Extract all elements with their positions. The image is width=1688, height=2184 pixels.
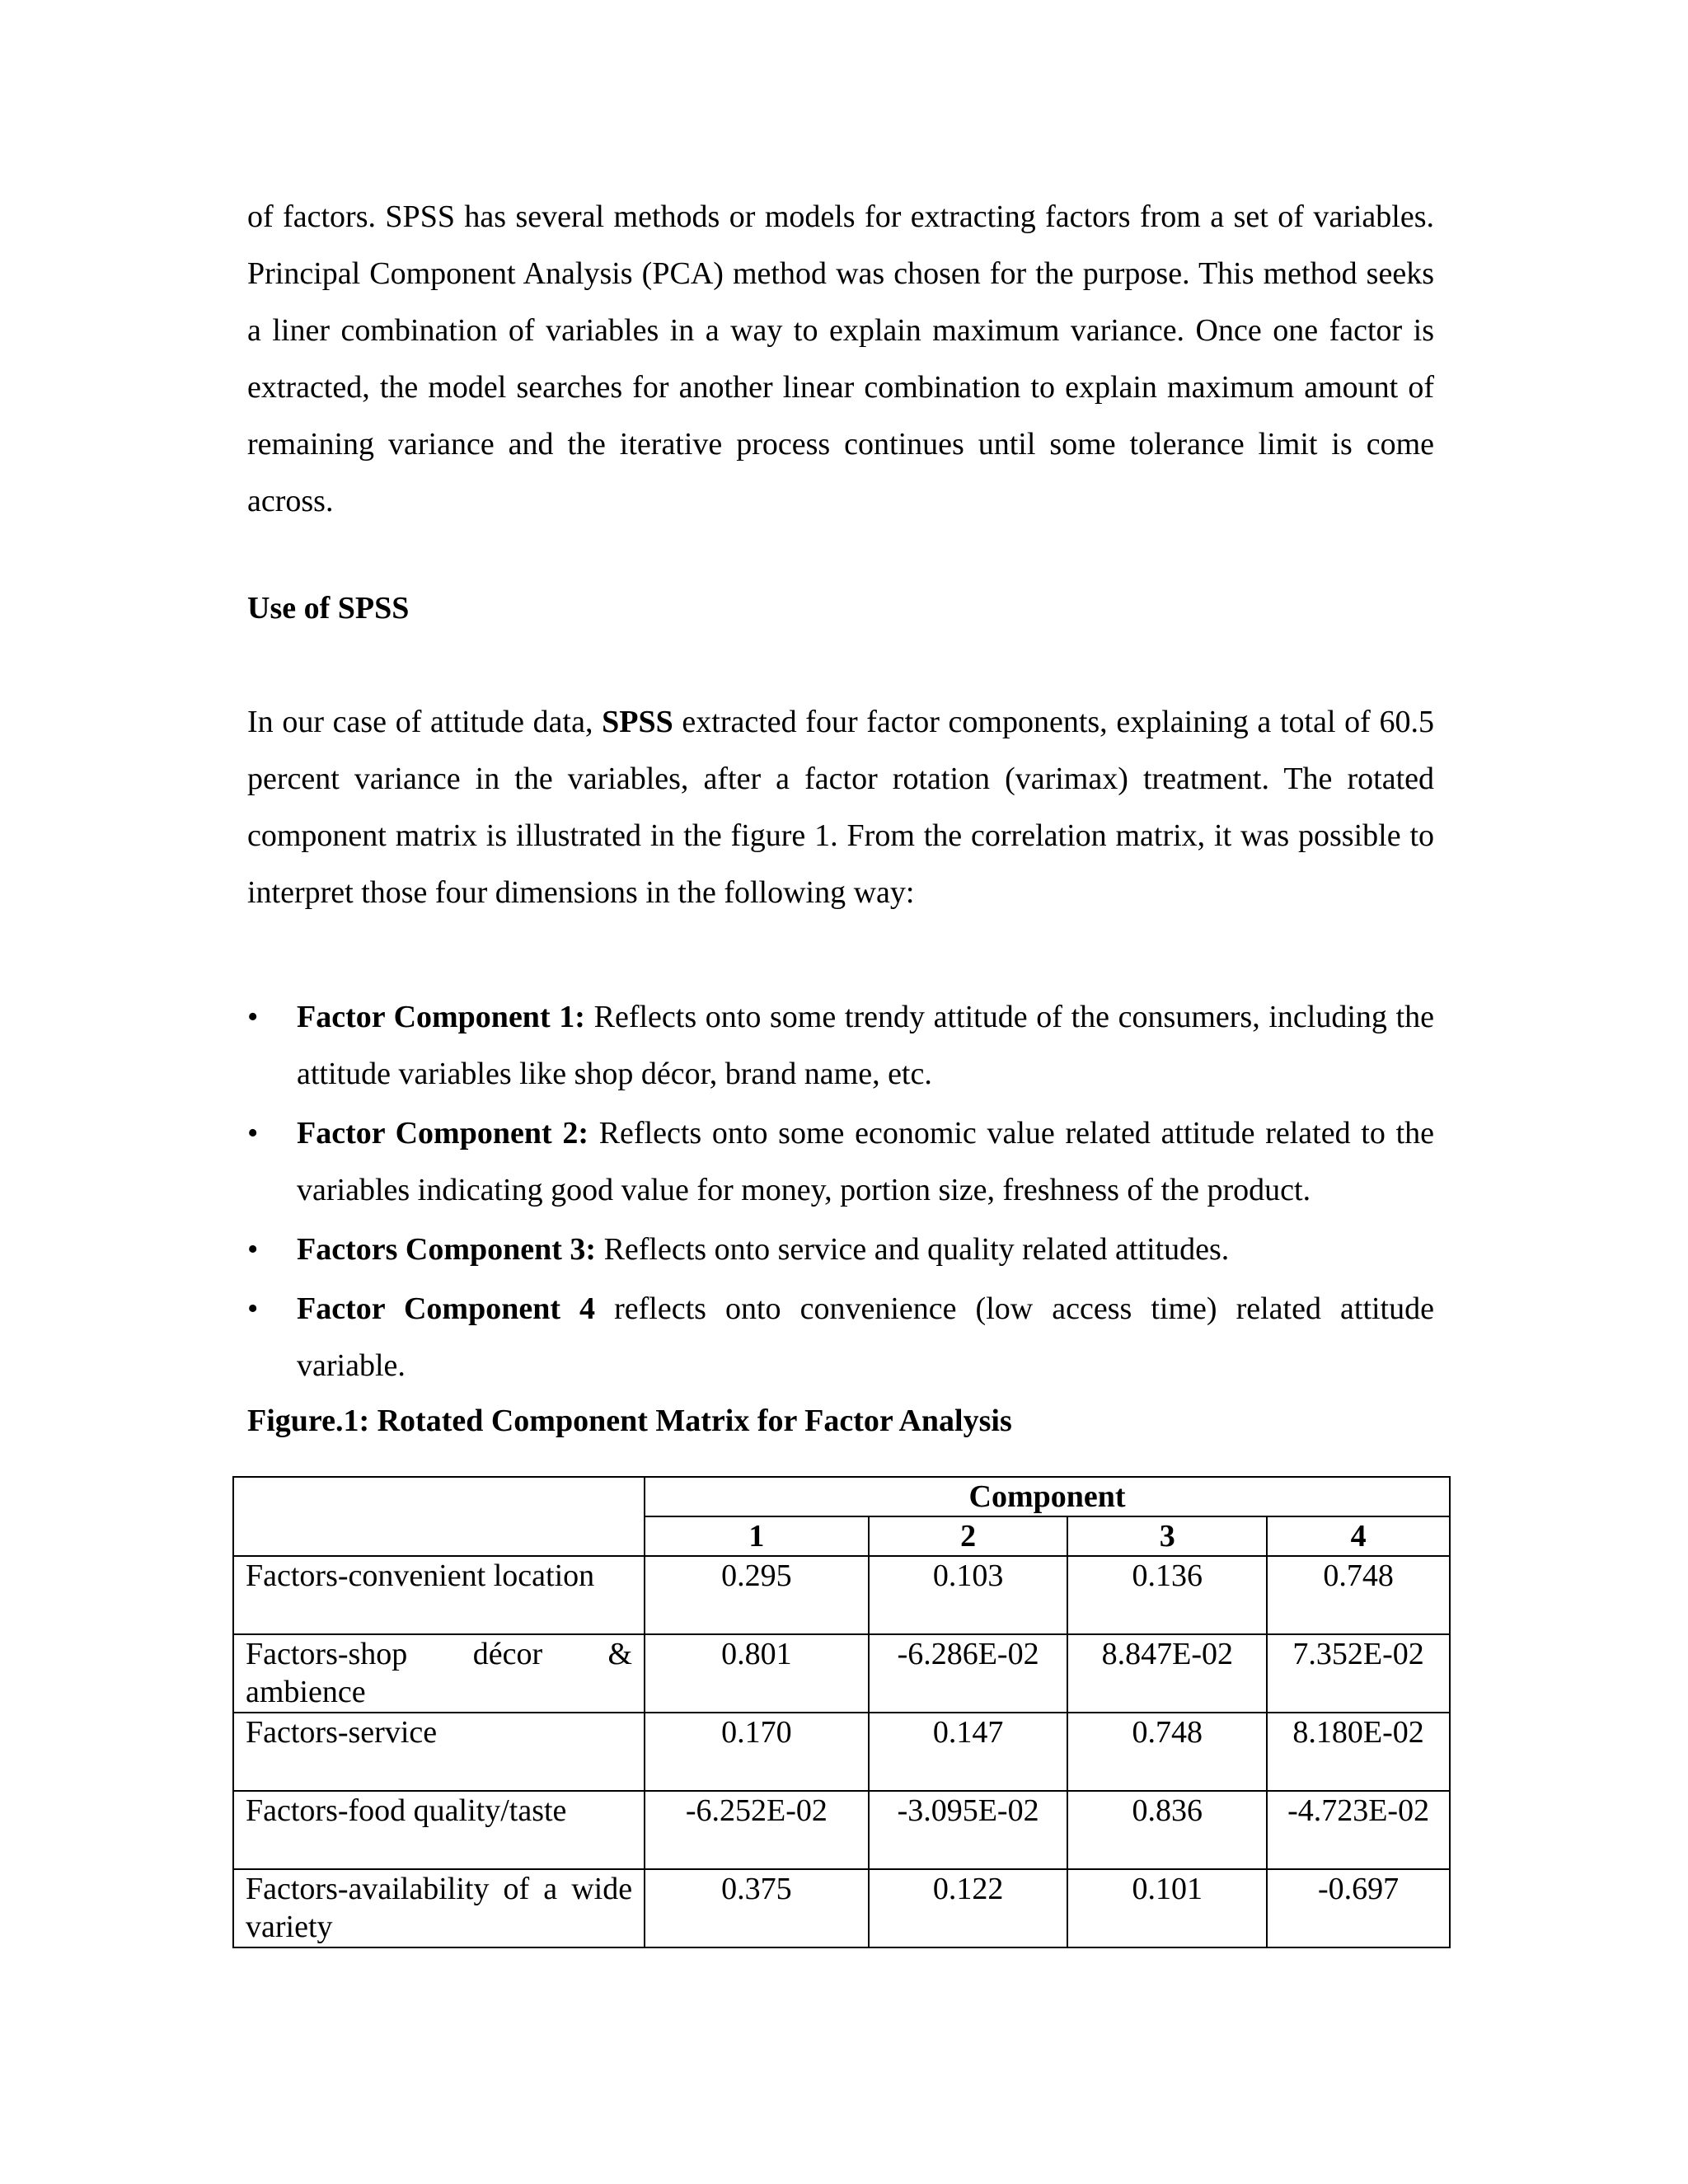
table-cell: 0.147 xyxy=(869,1713,1068,1791)
spss-paragraph-rest: extracted four factor components, explaining a total of 60.5 percent variance in the variables, after a factor rotation (varimax) treatment. The rotated component matrix is illustrated in the figure 1. From the correlation matrix, it was possible to interpret those four dimensions in the following way: xyxy=(247,705,1434,910)
list-item xyxy=(247,1281,1434,1394)
bullet-text: Reflects onto some economic value related attitude related to the variables indicating good value for money, portion size, freshness of the product. xyxy=(297,1116,1434,1207)
table-row xyxy=(233,1634,1450,1713)
table-cell: 0.170 xyxy=(645,1713,869,1791)
row-label: Factors-food quality/taste xyxy=(233,1791,645,1869)
intro-paragraph: of factors. SPSS has several methods or models for extracting factors from a set of variables. Principal Component Analysis (PCA) method was chosen for the purpose. This method seeks a liner combination of variables in a way to explain maximum variance. Once one factor is extracted, the model searches for another linear combination to explain maximum amount of remaining variance and the iterative process continues until some tolerance limit is come across. xyxy=(247,199,1434,518)
spss-paragraph xyxy=(247,694,1434,921)
bullet-term: Factor Component 4 xyxy=(297,1291,596,1326)
component-group-header: Component xyxy=(645,1477,1450,1516)
spss-paragraph-lead: In our case of attitude data, xyxy=(247,705,603,739)
table-header-row xyxy=(233,1477,1450,1516)
row-label: Factors-convenient location xyxy=(233,1556,645,1634)
table-row xyxy=(233,1869,1450,1947)
bullet-icon: • xyxy=(247,1116,259,1151)
row-label: Factors-shop décor & ambience xyxy=(233,1634,645,1713)
table-cell: -6.286E-02 xyxy=(869,1634,1068,1713)
rotated-component-matrix xyxy=(232,1476,1451,1948)
bullet-text: Reflects onto some trendy attitude of the consumers, including the attitude variables like shop décor, brand name, etc. xyxy=(297,1000,1435,1091)
table-cell: -6.252E-02 xyxy=(645,1791,869,1869)
table-cell: 0.101 xyxy=(1067,1869,1267,1947)
row-label: Factors-availability of a wide variety xyxy=(233,1869,645,1947)
section-heading: Use of SPSS xyxy=(247,591,410,626)
table-cell: 0.748 xyxy=(1267,1556,1450,1634)
table-cell: 0.122 xyxy=(869,1869,1068,1947)
table-cell: 0.836 xyxy=(1067,1791,1267,1869)
list-item xyxy=(247,989,1434,1103)
bullet-icon: • xyxy=(247,1000,259,1034)
table-cell: 0.103 xyxy=(869,1556,1068,1634)
bullet-text: reflects onto convenience (low access time) related attitude variable. xyxy=(297,1291,1434,1383)
bullet-term: Factor Component 1: xyxy=(297,1000,585,1034)
table-row xyxy=(233,1556,1450,1634)
table-cell: 0.748 xyxy=(1067,1713,1267,1791)
table-corner-cell xyxy=(233,1477,645,1556)
table-cell: -4.723E-02 xyxy=(1267,1791,1450,1869)
column-header: 1 xyxy=(645,1516,869,1556)
table-cell: 8.180E-02 xyxy=(1267,1713,1450,1791)
column-header: 2 xyxy=(869,1516,1068,1556)
table-cell: 0.136 xyxy=(1067,1556,1267,1634)
bullet-term: Factor Component 2: xyxy=(297,1116,588,1151)
bullet-icon: • xyxy=(247,1232,259,1267)
spss-bold-term: SPSS xyxy=(602,705,673,739)
table-cell: -0.697 xyxy=(1267,1869,1450,1947)
table-cell: 8.847E-02 xyxy=(1067,1634,1267,1713)
list-item xyxy=(247,1105,1434,1219)
bullet-term: Factors Component 3: xyxy=(297,1232,597,1267)
table-row xyxy=(233,1791,1450,1869)
table-cell: 0.801 xyxy=(645,1634,869,1713)
figure-caption: Figure.1: Rotated Component Matrix for Factor Analysis xyxy=(247,1404,1012,1438)
column-header: 4 xyxy=(1267,1516,1450,1556)
list-item xyxy=(247,1221,1434,1278)
column-header: 3 xyxy=(1067,1516,1267,1556)
table-cell: 7.352E-02 xyxy=(1267,1634,1450,1713)
table-cell: -3.095E-02 xyxy=(869,1791,1068,1869)
factor-component-list xyxy=(247,989,1434,1397)
table-row xyxy=(233,1713,1450,1791)
bullet-text: Reflects onto service and quality related attitudes. xyxy=(596,1232,1230,1267)
row-label: Factors-service xyxy=(233,1713,645,1791)
table-cell: 0.375 xyxy=(645,1869,869,1947)
table-cell: 0.295 xyxy=(645,1556,869,1634)
bullet-icon: • xyxy=(247,1291,259,1326)
